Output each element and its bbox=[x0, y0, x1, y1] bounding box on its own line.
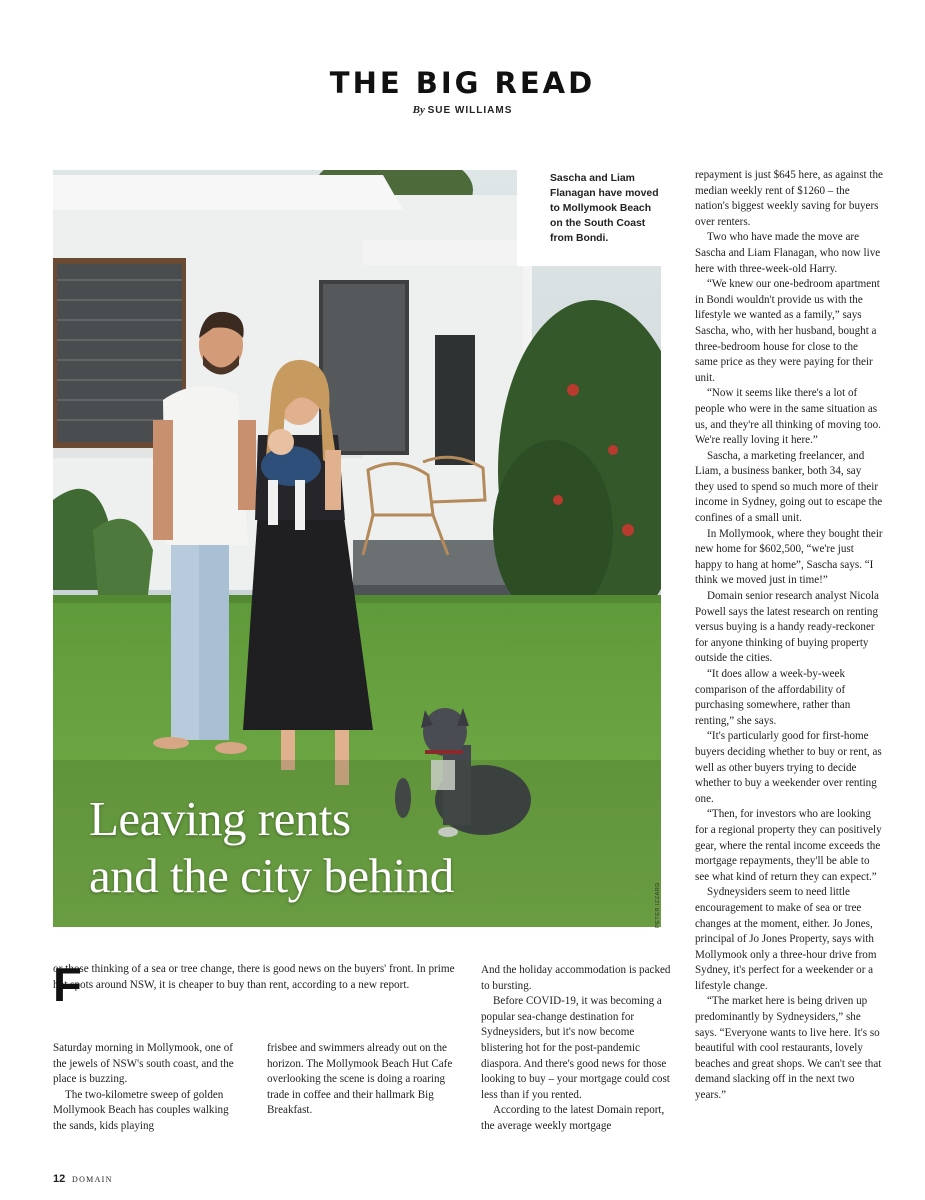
paragraph: Sydneysiders seem to need little encouragement to make of sea or tree changes at the moment, either. Jo Jones, principal of Jo Jones Property, says with Mollymook only a three-hour drive from Sydney, it's perfect for a weekender or a lifestyle change. bbox=[695, 886, 877, 992]
paragraph: “Now it seems like there's a lot of people who were in the same situation as us, and they're all thinking of moving too. We're really loving it here.” bbox=[695, 387, 881, 447]
paragraph: “It's particularly good for first-home buyers deciding whether to buy or rent, as well as other buyers trying to decide whether to buy a weekender over renting one. bbox=[695, 730, 882, 805]
body-column-3 bbox=[481, 963, 671, 1135]
headline-line-2: and the city behind bbox=[89, 848, 454, 903]
photo-caption: Sascha and Liam Flanagan have moved to Mollymook Beach on the South Coast from Bondi. bbox=[550, 173, 659, 244]
paragraph: “Then, for investors who are looking for a regional property they can positively gear, where the rental income exceeds the mortgage repayments, they'll be able to see what kind of return they can expect.” bbox=[695, 808, 882, 883]
paragraph: The two-kilometre sweep of golden Mollymook Beach has couples walking the sands, kids playing bbox=[53, 1088, 229, 1132]
page-number: 12 bbox=[53, 1173, 66, 1185]
paragraph: Domain senior research analyst Nicola Powell says the latest research on renting versus buying is a handy ready-reckoner for anyone thinking of buying property outside the cities. bbox=[695, 590, 879, 665]
paragraph: “It does allow a week-by-week comparison of the affordability of purchasing somewhere, rather than renting,” she says. bbox=[695, 668, 851, 727]
intro-paragraph bbox=[53, 958, 463, 1011]
section-title: THE BIG READ bbox=[329, 66, 596, 100]
paragraph: frisbee and swimmers already out on the horizon. The Mollymook Beach Hut Cafe overlooking the scene is doing a roaring trade in coffee and their hallmark Big Breakfast. bbox=[267, 1042, 453, 1117]
paragraph: And the holiday accommodation is packed to bursting. bbox=[481, 964, 671, 992]
headline-line-1: Leaving rents bbox=[89, 791, 351, 846]
paragraph: Two who have made the move are Sascha and Liam Flanagan, who now live here with three-week-old Harry. bbox=[695, 231, 881, 275]
body-column-1 bbox=[53, 1041, 243, 1135]
drop-cap: F bbox=[53, 958, 82, 1011]
body-column-4 bbox=[695, 168, 883, 1104]
byline bbox=[0, 104, 925, 116]
author-name: SUE WILLIAMS bbox=[427, 105, 513, 116]
paragraph: Sascha, a marketing freelancer, and Liam, a business banker, both 34, say they used to spend so much more of their income in Sydney, going out to escape the confines of a small unit. bbox=[695, 449, 883, 525]
paragraph: Saturday morning in Mollymook, one of the jewels of NSW's south coast, and the place is buzzing. bbox=[53, 1042, 234, 1086]
paragraph: “The market here is being driven up predominantly by Sydneysiders,” she says. “Everyone wants to live here. It's so beautiful with cool restaurants, lovely beaches and great shops. We can't see that demand slacking off in the next two years.” bbox=[695, 995, 882, 1102]
paragraph: According to the latest Domain report, the average weekly mortgage bbox=[481, 1104, 665, 1132]
publication-name: DOMAIN bbox=[72, 1175, 113, 1184]
body-column-2 bbox=[267, 1041, 457, 1119]
photo-credit: PETER IZZARD bbox=[655, 882, 661, 928]
paragraph: In Mollymook, where they bought their new home for $602,500, “we're just happy to hang at home”, Sascha says. “I think we moved just in time!” bbox=[695, 527, 883, 587]
paragraph: Before COVID-19, it was becoming a popular sea-change destination for Sydneysiders, but it's now become blistering hot for the post-pandemic diaspora. And there's good news for those looking to buy – your mortgage could cost less than if you rented. bbox=[481, 995, 670, 1101]
paragraph: repayment is just $645 here, as against the median weekly rent of $1260 – the nation's biggest weekly saving for buyers over renters. bbox=[695, 169, 883, 228]
byline-prefix: By bbox=[412, 104, 425, 116]
headline bbox=[89, 790, 609, 904]
paragraph: “We knew our one-bedroom apartment in Bondi wouldn't provide us with the lifestyle we wanted as a family,” says Sascha, who, with her husband, bought a three-bedroom house for close to the same price as they were paying for their unit. bbox=[695, 278, 880, 384]
intro-text: or those thinking of a sea or tree change, there is good news on the buyers' front. In prime hot spots around NSW, it is cheaper to buy than rent, according to a new report. bbox=[53, 963, 455, 991]
